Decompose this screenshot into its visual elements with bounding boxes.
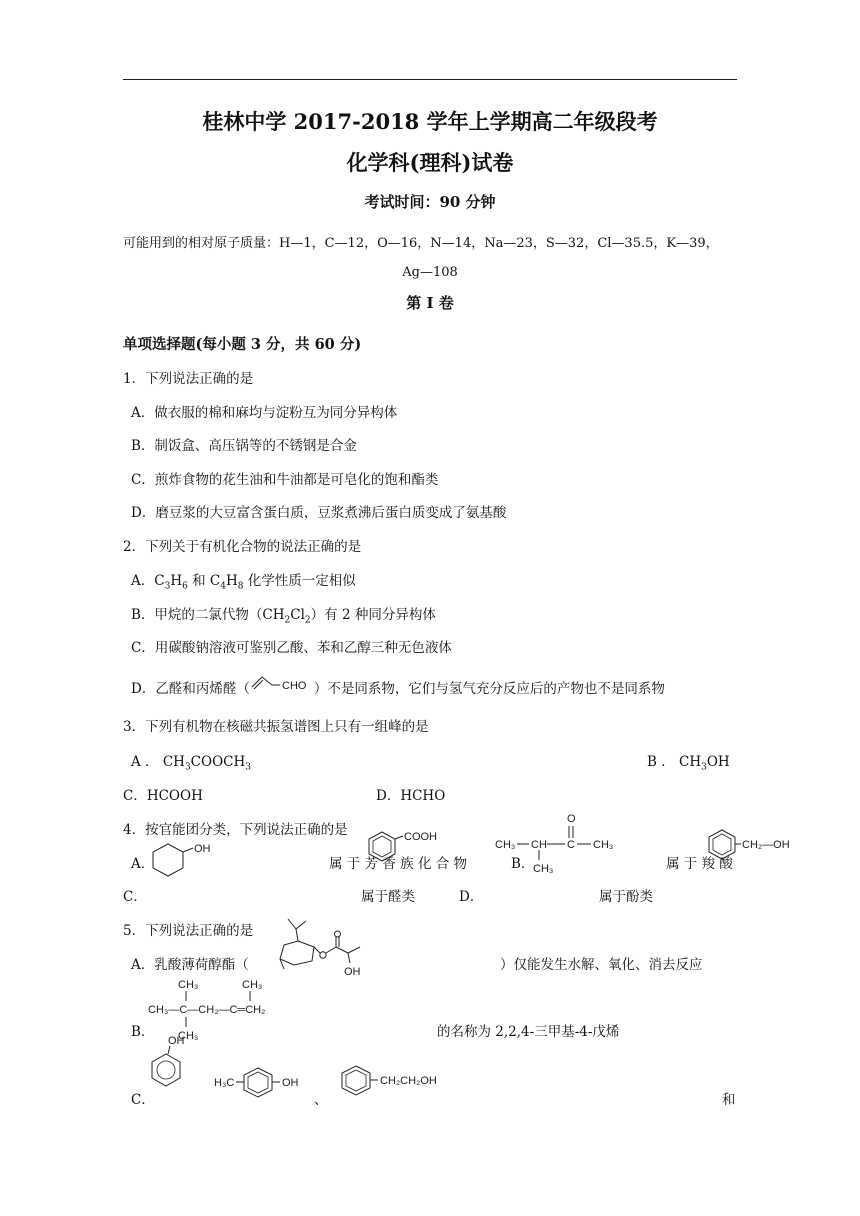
q5-stem: 5．下列说法正确的是 — [123, 923, 254, 939]
exam-subtitle: 化学科(理科)试卷 — [346, 150, 514, 175]
svg-text:O: O — [567, 813, 576, 825]
q2-stem: 2．下列关于有机化合物的说法正确的是 — [123, 539, 362, 555]
q4-d-text: 属于酚类 — [599, 889, 653, 905]
svg-text:OH: OH — [344, 966, 361, 978]
svg-text:OH: OH — [282, 1077, 299, 1089]
q3-option-d: D．HCHO — [376, 788, 446, 804]
svg-text:H₃C: H₃C — [214, 1077, 235, 1089]
butanone-structure — [495, 810, 625, 875]
q1-stem: 1．下列说法正确的是 — [123, 371, 254, 387]
svg-text:CH₃: CH₃ — [495, 839, 516, 851]
section-heading: 单项选择题(每小题 3 分，共 60 分) — [123, 336, 362, 353]
q3-option-a: A ． $CH_3COOCH_3$ — [131, 754, 251, 773]
atomic-masses: 可能用到的相对原子质量：H—1，C—12，O—16，N—14，Na—23，S—32，Cl—35.5，K—39， — [123, 236, 719, 251]
q2-option-b: B．甲烷的二氯代物$(CH_2Cl_2)$有 2 种同分异构体 — [131, 607, 436, 626]
svg-text:CH₂—OH: CH₂—OH — [742, 839, 790, 851]
q1-option-b: B．制饭盒、高压锅等的不锈钢是合金 — [131, 438, 357, 454]
acrolein-structure — [250, 673, 314, 693]
svg-text:CH₃: CH₃ — [178, 1030, 199, 1042]
q5-b-label: B． — [131, 1024, 155, 1040]
q2-option-a: A．$C_3H_6$ 和 $C_4H_8$ 化学性质一定相似 — [131, 573, 356, 592]
q2-option-c: C．用碳酸钠溶液可鉴别乙酸、苯和乙醇三种无色液体 — [131, 640, 452, 656]
top-rule — [123, 79, 737, 80]
q4-c-label: C． — [123, 889, 147, 905]
q4-stem: 4．按官能团分类，下列说法正确的是 — [123, 822, 348, 838]
q1-option-d: D．磨豆浆的大豆富含蛋白质，豆浆煮沸后蛋白质变成了氨基酸 — [131, 505, 507, 521]
exam-title: 桂林中学 2017-2018 学年上学期高二年级段考 — [202, 109, 658, 134]
menthyl-lactate-structure — [270, 915, 380, 985]
q4-b-label: B． — [511, 856, 535, 872]
svg-text:CH₂CH₂OH: CH₂CH₂OH — [380, 1075, 437, 1087]
svg-text:CH₃: CH₃ — [593, 839, 614, 851]
cyclohexanol-structure — [150, 840, 210, 890]
svg-text:OH: OH — [168, 1035, 185, 1047]
q1-option-a: A．做衣服的棉和麻均与淀粉互为同分异构体 — [131, 405, 398, 421]
phenol-structure — [146, 1034, 196, 1094]
q5-b-text: 的名称为 2,2,4-三甲基-4-戊烯 — [437, 1024, 620, 1040]
q3-stem: 3．下列有机物在核磁共振氢谱图上只有一组峰的是 — [123, 719, 429, 735]
svg-text:CHO: CHO — [281, 680, 307, 692]
q1-option-c: C．煎炸食物的花生油和牛油都是可皂化的饱和酯类 — [131, 472, 439, 488]
phenylethanol-structure — [340, 1062, 470, 1102]
q2-option-d: D．乙醛和丙烯醛（ CHO ）不是同系物，它们与氢气充分反应后的产物也不是同系物 — [131, 677, 665, 697]
q5-a-post: ）仅能发生水解、氧化、消去反应 — [500, 957, 703, 973]
q4-b-text: 属 于 羧 酸 — [666, 856, 733, 872]
svg-text:C: C — [567, 839, 575, 851]
q5-c-label: C． — [131, 1092, 155, 1108]
q3-option-b: B ． $CH_3OH$ — [647, 754, 730, 773]
q4-a-label: A． — [131, 856, 155, 872]
q5-a-pre: A．乳酸薄荷醇酯（ — [131, 957, 249, 973]
part-heading: 第 I 卷 — [406, 294, 454, 312]
svg-text:CH₃: CH₃ — [178, 979, 199, 991]
svg-text:OH: OH — [194, 843, 211, 855]
svg-text:CH₃: CH₃ — [242, 979, 263, 991]
q4-a-text: 属 于 芳 香 族 化 合 物 — [329, 856, 468, 872]
p-cresol-structure — [212, 1064, 322, 1104]
svg-text:CH₃—C—CH₂—C═CH₂: CH₃—C—CH₂—C═CH₂ — [148, 1004, 266, 1016]
q4-d-label: D． — [459, 889, 484, 905]
q4-c-text: 属于醛类 — [361, 889, 415, 905]
benzyl-alcohol-structure — [708, 826, 818, 866]
svg-text:CH₃: CH₃ — [533, 863, 554, 875]
exam-time: 考试时间：90 分钟 — [364, 193, 496, 211]
svg-text:COOH: COOH — [404, 831, 437, 843]
q3-option-c: C．HCOOH — [123, 788, 203, 804]
q5-c-separator: 、 — [314, 1092, 328, 1108]
q5-c-and: 和 — [722, 1092, 736, 1108]
svg-text:CH: CH — [531, 839, 547, 851]
atomic-masses-cont: Ag—108 — [402, 265, 458, 280]
benzoic-acid-structure — [368, 828, 458, 868]
